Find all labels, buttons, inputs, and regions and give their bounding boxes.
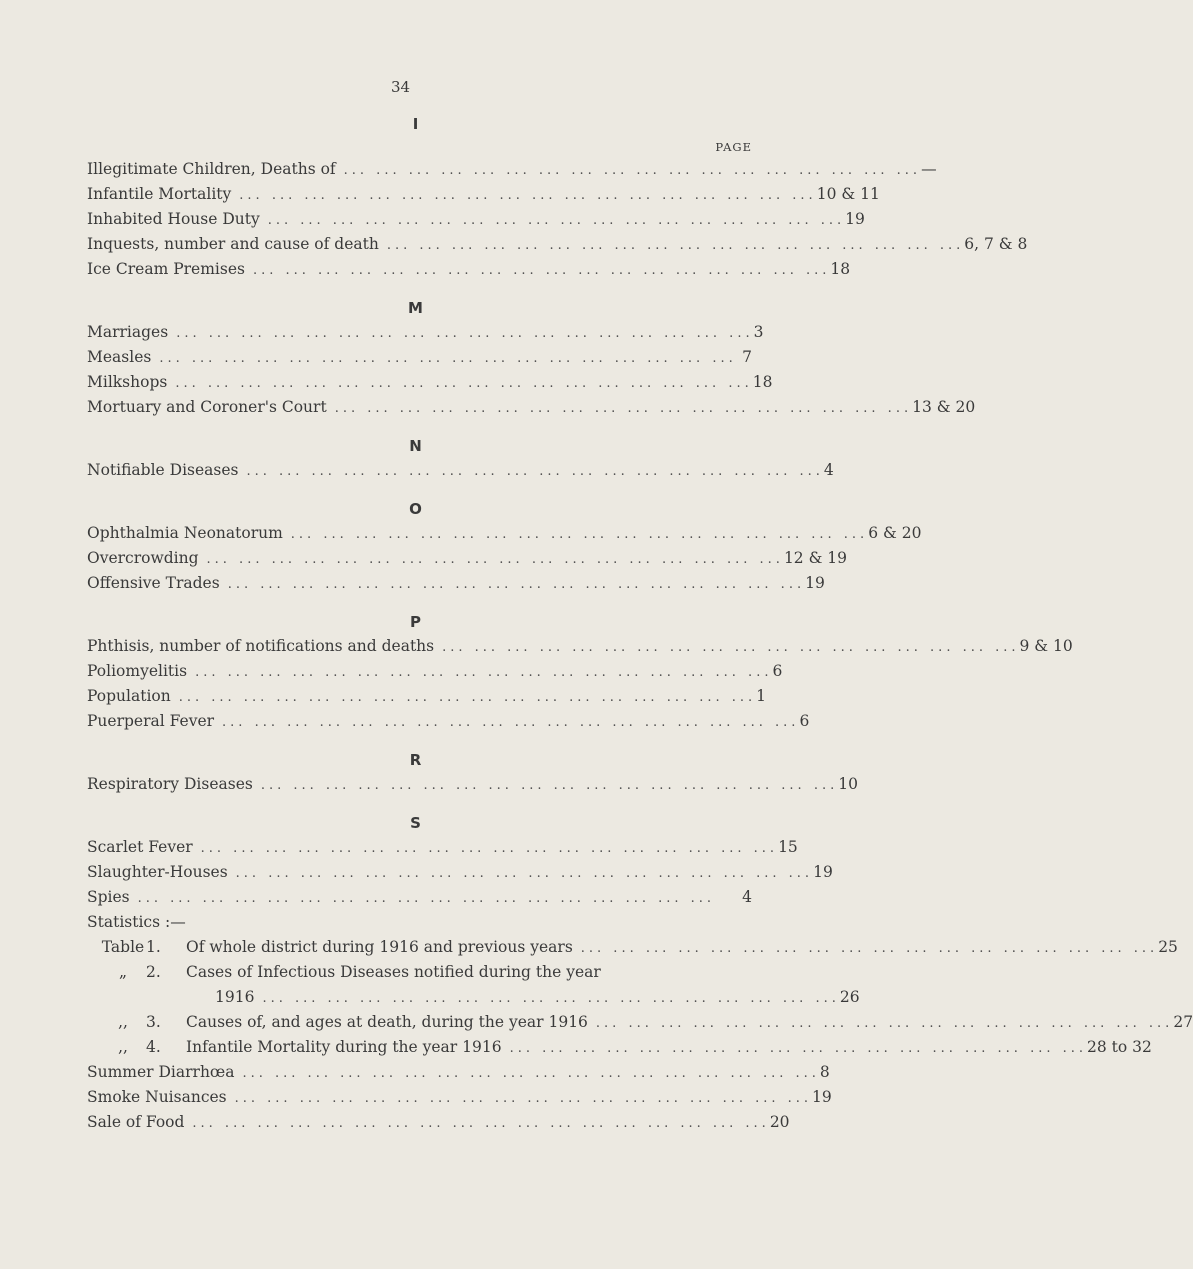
index-entry [87, 885, 752, 910]
entry-title: Overcrowding [87, 549, 199, 567]
leader-dots: ... ... ... ... ... ... ... ... ... ... ... ... ... ... ... ... ... ... [580, 941, 1159, 956]
table-title: Infantile Mortality during the year 1916 [186, 1038, 502, 1056]
leader-dots: ... ... ... ... ... ... ... ... ... ... ... ... ... ... ... ... ... ... [175, 376, 753, 391]
page-column-label: PAGE [715, 140, 752, 154]
entry-page: 7 [742, 348, 752, 366]
leader-dots: ... ... ... ... ... ... ... ... ... ... ... ... ... ... ... ... ... ... [195, 665, 773, 680]
statistics-heading-text: Statistics :— [87, 913, 186, 931]
entry-title: Mortuary and Coroner's Court [87, 398, 327, 416]
table-prefix: „ [118, 963, 128, 981]
entry-page: 19 [805, 574, 825, 592]
index-entry [87, 345, 752, 370]
leader-dots: ... ... ... ... ... ... ... ... ... ... ... ... ... ... ... ... ... ... [260, 778, 839, 793]
entry-title: Marriages [87, 323, 169, 341]
leader-dots: ... ... ... ... ... ... ... ... ... ... ... ... ... ... ... ... ... ... [595, 1016, 1174, 1031]
entry-page: 4 [742, 888, 752, 906]
entry-title: Puerperal Fever [87, 712, 215, 730]
entry-page: 6 [772, 662, 783, 680]
statistics-entry-title [100, 960, 609, 985]
section-gap [87, 420, 752, 434]
entry-title: Scarlet Fever [87, 838, 193, 856]
entry-title: Respiratory Diseases [87, 775, 253, 793]
leader-dots: ... ... ... ... ... ... ... ... ... ... ... ... ... ... ... ... ... ... [222, 715, 800, 730]
entry-page: 19 [813, 863, 833, 881]
section-letter: R [409, 751, 422, 769]
table-prefix: Table [101, 938, 145, 956]
entry-title: Sale of Food [87, 1113, 185, 1131]
table-title: Causes of, and ages at death, during the year 1916 [186, 1013, 588, 1031]
index-entry [87, 232, 1028, 257]
index-entry [87, 659, 783, 684]
statistics-entry [87, 1010, 1193, 1035]
entry-page: 15 [778, 838, 798, 856]
entry-title: Milkshops [87, 373, 168, 391]
entry-page: 19 [845, 210, 865, 228]
entry-title: Phthisis, number of notifications and deaths [87, 637, 435, 655]
leader-dots: ... ... ... ... ... ... ... ... ... ... ... ... ... ... ... ... ... ... [235, 866, 814, 881]
statistics-heading [87, 910, 752, 935]
entry-page: 9 & 10 [1019, 637, 1073, 655]
statistics-entry [87, 935, 1178, 960]
entry-title: Measles [87, 348, 152, 366]
index-entry [87, 157, 937, 182]
leader-dots: ... ... ... ... ... ... ... ... ... ... ... ... ... ... ... ... ... ... [290, 527, 869, 542]
index-entry [87, 860, 833, 885]
entry-page: 8 [819, 1063, 830, 1081]
entry-title: Infantile Mortality [87, 185, 232, 203]
entry-title: Offensive Trades [87, 574, 220, 592]
leader-dots: ... ... ... ... ... ... ... ... ... ... ... ... ... ... ... ... ... ... [178, 690, 757, 705]
statistics-entry [87, 1035, 1152, 1060]
statistics-entry-title [100, 1010, 596, 1035]
leader-dots: ... ... ... ... ... ... ... ... ... ... ... ... ... ... ... ... ... ... [442, 640, 1020, 655]
index-entry [87, 835, 798, 860]
leader-dots: ... ... ... ... ... ... ... ... ... ... ... ... ... ... ... ... ... ... [206, 552, 784, 567]
entry-page: 13 & 20 [912, 398, 976, 416]
index-entry [87, 182, 880, 207]
index-entry [87, 634, 1073, 659]
entry-title: Notifiable Diseases [87, 461, 239, 479]
section-letter: O [409, 500, 422, 518]
statistics-entry-title [100, 935, 581, 960]
leader-dots: ... ... ... ... ... ... ... ... ... ... ... ... ... ... ... ... ... ... [227, 577, 806, 592]
leader-dots: ... ... ... ... ... ... ... ... ... ... ... ... ... ... ... ... ... ... [239, 188, 817, 203]
table-title: Cases of Infectious Diseases notified during the year [186, 963, 601, 981]
section-gap [87, 483, 752, 497]
entry-title: Spies [87, 888, 130, 906]
entry-title: Smoke Nuisances [87, 1088, 227, 1106]
leader-dots: ... ... ... ... ... ... ... ... ... ... ... ... ... ... ... ... ... ... [234, 1091, 813, 1106]
entry-page: 18 [830, 260, 851, 278]
section-letter: I [412, 115, 419, 133]
entry-page: 18 [752, 373, 773, 391]
entry-page: 6, 7 & 8 [964, 235, 1028, 253]
entry-page: 28 to 32 [1087, 1038, 1152, 1056]
entry-title: Ophthalmia Neonatorum [87, 524, 283, 542]
entry-title: Ice Cream Premises [87, 260, 245, 278]
entry-title: Population [87, 687, 171, 705]
leader-dots: ... ... ... ... ... ... ... ... ... ... ... ... ... ... ... ... ... ... [334, 401, 913, 416]
entry-title: Summer Diarrhœa [87, 1063, 235, 1081]
leader-dots: ... ... ... ... ... ... ... ... ... ... ... ... ... ... ... ... ... ... [176, 326, 754, 341]
continuation-text: 1916 [215, 988, 255, 1006]
leader-dots: ... ... ... ... ... ... ... ... ... ... ... ... ... ... ... ... ... ... [200, 841, 779, 856]
entry-page: 6 [799, 712, 810, 730]
index-entry [87, 395, 976, 420]
leader-dots: ... ... ... ... ... ... ... ... ... ... ... ... ... ... ... ... ... ... [262, 991, 840, 1006]
index-entry [87, 772, 858, 797]
entry-page: 10 [838, 775, 858, 793]
index-content [87, 112, 1193, 1135]
statistics-entry-title [100, 1035, 510, 1060]
table-number: 1. [146, 938, 161, 956]
table-title: Of whole district during 1916 and previous years [186, 938, 573, 956]
entry-page: 27 [1173, 1013, 1193, 1031]
leader-dots: ... ... ... ... ... ... ... ... ... ... ... ... ... ... ... ... ... ... [252, 263, 831, 278]
entry-page: 20 [769, 1113, 790, 1131]
table-number: 4. [146, 1038, 161, 1056]
index-entry [87, 207, 865, 232]
index-entry [87, 546, 848, 571]
index-entry [87, 1060, 830, 1085]
entry-title: Inquests, number and cause of death [87, 235, 379, 253]
index-entry [87, 709, 810, 734]
table-number: 3. [146, 1013, 161, 1031]
leader-dots: ... ... ... ... ... ... ... ... ... ... ... ... ... ... ... ... ... ... [137, 891, 716, 906]
index-entry [87, 320, 764, 345]
entry-title: Illegitimate Children, Deaths of [87, 160, 336, 178]
leader-dots: ... ... ... ... ... ... ... ... ... ... ... ... ... ... ... ... ... ... [386, 238, 965, 253]
entry-title: Poliomyelitis [87, 662, 188, 680]
statistics-entry [87, 960, 752, 985]
leader-dots: ... ... ... ... ... ... ... ... ... ... ... ... ... ... ... ... ... ... [159, 351, 737, 366]
leader-dots: ... ... ... ... ... ... ... ... ... ... ... ... ... ... ... ... ... ... [267, 213, 846, 228]
entry-title: Inhabited House Duty [87, 210, 260, 228]
index-entry [87, 1085, 832, 1110]
entry-page: — [921, 160, 937, 178]
entry-page: 3 [753, 323, 764, 341]
index-entry [87, 458, 834, 483]
index-entry [87, 1110, 790, 1135]
section-gap [87, 596, 752, 610]
entry-page: 25 [1158, 938, 1178, 956]
index-entry [87, 571, 825, 596]
entry-page: 10 & 11 [816, 185, 880, 203]
entry-page: 26 [839, 988, 860, 1006]
section-letter: N [409, 437, 422, 455]
index-entry [87, 521, 922, 546]
entry-page: 6 & 20 [868, 524, 922, 542]
index-entry [87, 257, 851, 282]
page-number: 34 [390, 78, 411, 96]
entry-page: 12 & 19 [783, 549, 848, 567]
entry-page: 19 [812, 1088, 832, 1106]
leader-dots: ... ... ... ... ... ... ... ... ... ... ... ... ... ... ... ... ... ... [192, 1116, 770, 1131]
section-gap [87, 797, 752, 811]
leader-dots: ... ... ... ... ... ... ... ... ... ... ... ... ... ... ... ... ... ... [343, 163, 922, 178]
leader-dots: ... ... ... ... ... ... ... ... ... ... ... ... ... ... ... ... ... ... [509, 1041, 1087, 1056]
entry-title: Slaughter-Houses [87, 863, 228, 881]
index-entry [87, 370, 773, 395]
statistics-entry-continuation [87, 985, 860, 1010]
section-gap [87, 282, 752, 296]
section-letter: P [410, 613, 421, 631]
table-number: 2. [146, 963, 161, 981]
table-prefix: ,, [118, 1038, 128, 1056]
leader-dots: ... ... ... ... ... ... ... ... ... ... ... ... ... ... ... ... ... ... [246, 464, 824, 479]
entry-page: 1 [756, 687, 767, 705]
index-entry [87, 684, 767, 709]
section-letter: S [410, 814, 421, 832]
entry-page: 4 [823, 461, 834, 479]
section-letter: M [408, 299, 423, 317]
table-prefix: ,, [118, 1013, 128, 1031]
leader-dots: ... ... ... ... ... ... ... ... ... ... ... ... ... ... ... ... ... ... [242, 1066, 820, 1081]
section-gap [87, 734, 752, 748]
